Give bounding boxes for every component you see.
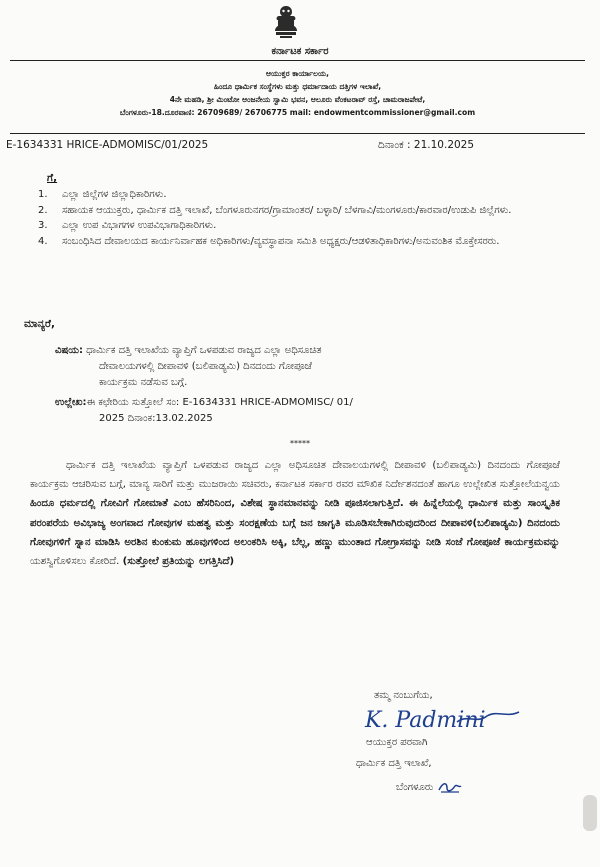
reference-line: ಈ ಕಛೇರಿಯ ಸುತ್ತೋಲೆ ಸಂ: E-1634331 HRICE-ADMOMISC/ 01/ bbox=[86, 397, 353, 408]
body-text-bold: (ಸುತ್ತೋಲೆ ಪ್ರತಿಯನ್ನು ಲಗತ್ತಿಸಿದೆ) bbox=[122, 556, 235, 568]
recipients-label: ಗೆ, bbox=[47, 172, 58, 184]
body-paragraph bbox=[30, 456, 560, 571]
office-address: 4ನೇ ಮಹಡಿ, ಶ್ರೀ ಮಿಂಟೋ ಆಂಜನೇಯ ಸ್ವಾಮಿ ಭವನ, ಆಲೂರು ವೆಂಕಟರಾವ್ ರಸ್ತೆ, ಚಾಮರಾಜಪೇಟೆ, bbox=[169, 95, 426, 104]
list-item: 1. ಎಲ್ಲಾ ಜಿಲ್ಲೆಗಳ ಜಿಲ್ಲಾಧಿಕಾರಿಗಳು. bbox=[38, 189, 167, 200]
list-item: 4. ಸಂಬಂಧಿಸಿದ ದೇವಾಲಯದ ಕಾರ್ಯನಿರ್ವಾಹಕ ಅಧಿಕಾರಿಗಳು/ವ್ಯವಸ್ಥಾಪನಾ ಸಮಿತಿ ಅಧ್ಯಕ್ಷರು/ಆಡಳಿತಾಧಿಕಾರಿಗಳು/ಅನುವಂಶಿಕ ಮೊಕ್ತೇಸರರು. bbox=[38, 235, 500, 247]
svg-text:K. Padmini: K. Padmini bbox=[365, 708, 486, 733]
list-item: 2. ಸಹಾಯಕ ಆಯುಕ್ತರು, ಧಾರ್ಮಿಕ ದತ್ತಿ ಇಲಾಖೆ, ಬೆಂಗಳೂರುನಗರ/ಗ್ರಾಮಾಂತರ/ ಬಳ್ಳಾರಿ/ ಬೆಳಗಾವಿ/ಮಂಗಳೂರು/ಕಾರವಾರ/ಉಡುಪಿ ಜಿಲ್ಲೆಗಳು. bbox=[38, 204, 512, 216]
body-text-bold: ಗೋಗ್ರಾಸವನ್ನು ನೀಡಿ ಸಂಜೆ ಗೋಪೂಜೆ ಕಾರ್ಯಕ್ರಮವನ್ನು bbox=[375, 536, 560, 548]
signature-image bbox=[357, 700, 527, 740]
recipients-list bbox=[38, 187, 538, 249]
initials-scribble-icon bbox=[437, 780, 463, 794]
government-title: ಕರ್ನಾಟಕ ಸರ್ಕಾರ bbox=[271, 46, 329, 57]
letterhead bbox=[10, 60, 585, 134]
scan-edge-shadow bbox=[583, 795, 597, 831]
subject-line: ದೇವಾಲಯಗಳಲ್ಲಿ ದೀಪಾವಳಿ (ಬಲಿಪಾಡ್ಯಮಿ) ದಿನದಂದು ಗೋಪೂಜೆ bbox=[99, 361, 312, 372]
list-item: 3. ಎಲ್ಲಾ ಉಪ ವಿಭಾಗಗಳ ಉಪವಿಭಾಗಾಧಿಕಾರಿಗಳು. bbox=[38, 220, 217, 231]
body-text: ಯಶಸ್ವಿಗೊಳಿಸಲು ಕೋರಿದೆ. bbox=[30, 556, 120, 568]
closing-department: ಧಾರ್ಮಿಕ ದತ್ತಿ ಇಲಾಖೆ, bbox=[356, 758, 432, 769]
subject-block bbox=[55, 343, 525, 427]
subject-label: ವಿಷಯ: bbox=[55, 345, 83, 356]
body-text: ಧಾರ್ಮಿಕ ದತ್ತಿ ಇಲಾಖೆಯ ವ್ಯಾಪ್ತಿಗೆ ಒಳಪಡುವ ರಾಜ್ಯದ ಎಲ್ಲಾ ಅಧಿಸೂಚಿತ ದೇವಾಲಯಗಳಲ್ಲಿ ದೀಪಾವಳಿ (ಬಲಿಪಾಡ್ಯಮಿ) ದಿನದಂದು ಗೋಪೂಜೆ ಕಾರ್ಯಕ್ರಮ ಆಚರಿಸುವ ಬಗ್ಗೆ, ಮಾನ್ಯ ಸಾರಿಗೆ ಮತ್ತು ಮುಜರಾಯಿ ಸಚಿವರು, ಕರ್ನಾಟಕ ಸರ್ಕಾರ ರವರ ಮೌಖಿಕ ನಿರ್ದೇಶನದಂತೆ ಹಾಗೂ ಉಲ್ಲೇಖಿತ ಸುತ್ತೋಲೆಯನ್ವಯ bbox=[30, 460, 560, 491]
department-name: ಹಿಂದೂ ಧಾರ್ಮಿಕ ಸಂಸ್ಥೆಗಳು ಮತ್ತು ಧರ್ಮಾದಾಯ ದತ್ತಿಗಳ ಇಲಾಖೆ, bbox=[213, 82, 382, 91]
office-name: ಆಯುಕ್ತರ ಕಾರ್ಯಾಲಯ, bbox=[265, 69, 330, 78]
reference-number: E-1634331 HRICE-ADMOMISC/01/2025 bbox=[6, 139, 209, 151]
government-emblem-icon bbox=[271, 4, 301, 40]
subject-line: ಧಾರ್ಮಿಕ ದತ್ತಿ ಇಲಾಖೆಯ ವ್ಯಾಪ್ತಿಗೆ ಒಳಪಡುವ ರಾಜ್ಯದ ಎಲ್ಲಾ ಅಧಿಸೂಚಿತ bbox=[86, 345, 322, 356]
letter-date: ದಿನಾಂಕ : 21.10.2025 bbox=[378, 139, 475, 151]
separator: ***** bbox=[290, 439, 310, 448]
closing-regards: ತಮ್ಮ ನಂಬುಗೆಯ, bbox=[374, 690, 433, 701]
closing-for: ಆಯುಕ್ತರ ಪರವಾಗಿ bbox=[366, 737, 428, 748]
closing-place: ಬೆಂಗಳೂರು bbox=[396, 780, 463, 794]
reference-line: 2025 ದಿನಾಂಕ:13.02.2025 bbox=[99, 413, 213, 424]
salutation: ಮಾನ್ಯರೆ, bbox=[24, 318, 55, 330]
office-contact: ಬೆಂಗಳೂರು-18.ದೂರವಾಣಿ: 26709689/ 26706775 mail: endowmentcommissioner@gmail.com bbox=[119, 108, 476, 117]
body-text-bold: ಹಿಂದೂ ಧರ್ಮದಲ್ಲಿ ಗೋವಿಗೆ ಗೋಮಾತೆ ಎಂಬ ಹೆಸರಿನಿಂದ, ವಿಶೇಷ ಸ್ಥಾನಮಾನವನ್ನು ನೀಡಿ ಪೂಜಿಸಲಾಗುತ್ತಿದೆ. ಈ ಹಿನ್ನೆಲೆಯಲ್ಲಿ ಧಾರ್ಮಿಕ ಮತ್ತು ಸಾಂಸ್ಕೃತಿಕ ಪರಂಪರೆಯ ಅವಿಭಾಜ್ಯ ಅಂಗವಾದ ಗೋವುಗಳ ಮಹತ್ವ ಮತ್ತು ಸಂರಕ್ಷಣೆಯ ಬಗ್ಗೆ ಜನ ಜಾಗೃತಿ ಮೂಡಿಸಬೇಕಾಗಿರುವುದರಿಂದ ದೀಪಾವಳಿ(ಬಲಿಪಾಡ್ಯಮಿ) ದಿನದಂದು ಗೋವುಗಳಿಗೆ ಸ್ನಾನ ಮಾಡಿಸಿ ಅರಶಿನ ಕುಂಕುಮ ಹೂವುಗಳಿಂದ ಅಲಂಕರಿಸಿ ಅಕ್ಕಿ, ಬೆಲ್ಲ, ಹಣ್ಣು ಮುಂತಾದ bbox=[30, 498, 560, 548]
reference-label: ಉಲ್ಲೇಖ: bbox=[55, 397, 87, 408]
subject-line: ಕಾರ್ಯಕ್ರಮ ನಡೆಸುವ ಬಗ್ಗೆ. bbox=[99, 377, 188, 388]
